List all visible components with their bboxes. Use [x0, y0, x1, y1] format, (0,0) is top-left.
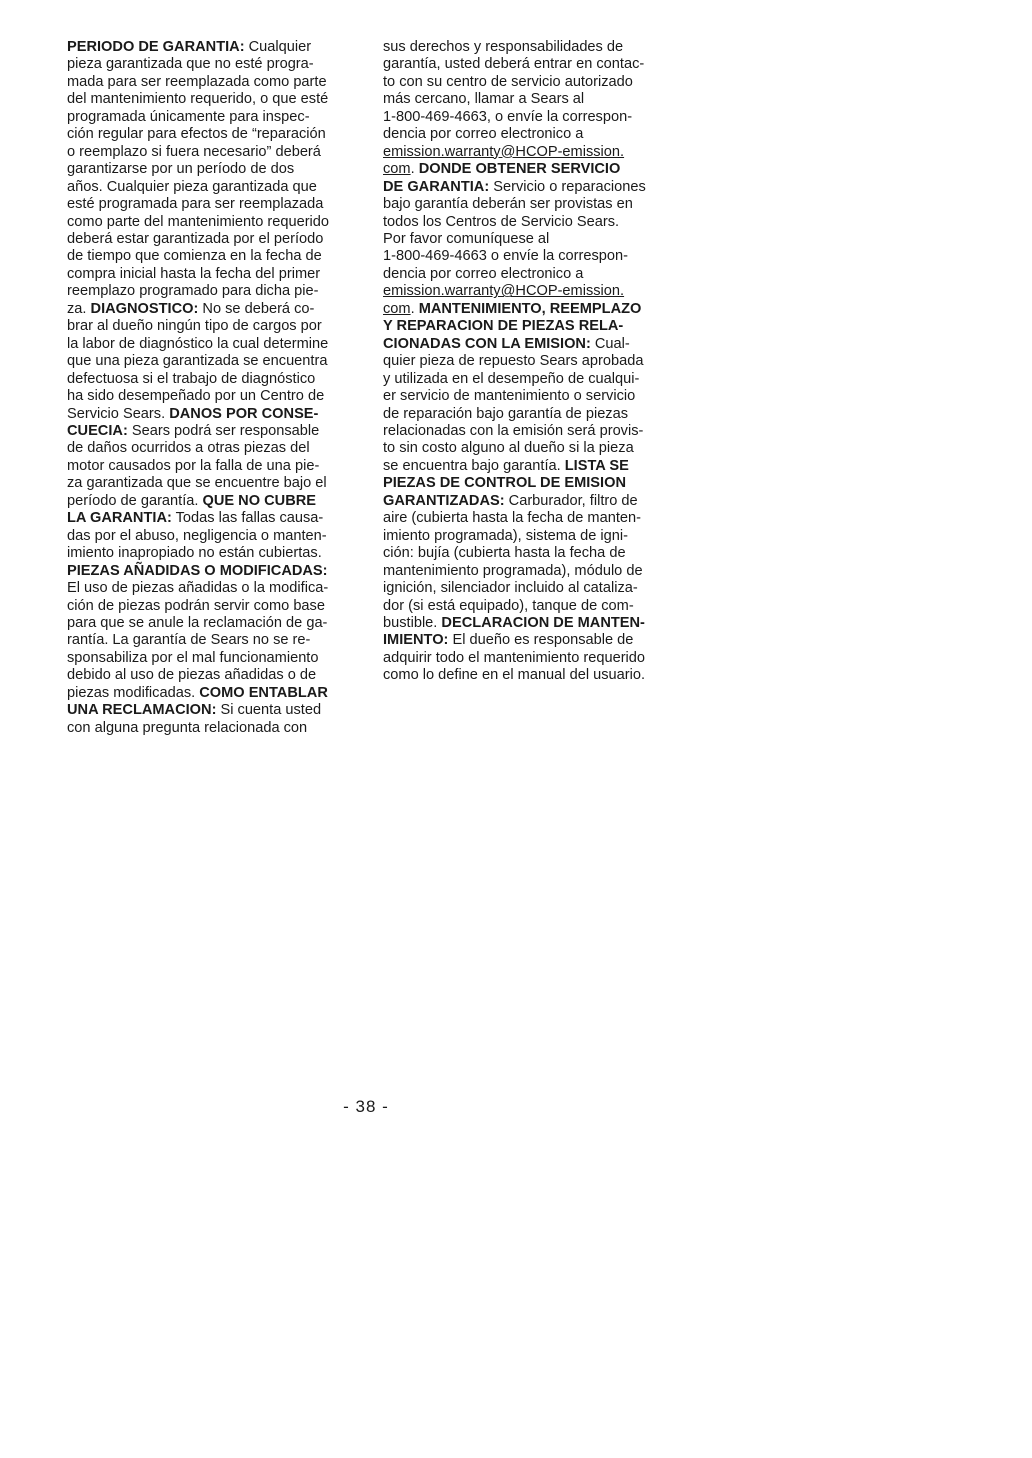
text-line	[383, 598, 683, 615]
text-line	[383, 56, 683, 73]
text-line	[383, 231, 683, 248]
body-text: esté programada para ser reemplazada	[67, 196, 324, 213]
body-text: más cercano, llamar a Sears al	[383, 91, 585, 108]
body-text: años. Cualquier pieza garantizada que	[67, 178, 317, 195]
text-line	[67, 248, 367, 265]
body-text: garantizarse por un período de dos	[67, 161, 295, 178]
text-line	[383, 545, 683, 562]
body-text: pieza garantizada que no esté progra-	[67, 56, 314, 73]
email-link[interactable]: emission.warranty@HCOP-emission.	[383, 143, 625, 160]
body-text: quier pieza de repuesto Sears aprobada	[383, 353, 644, 370]
body-text: relacionadas con la emisión será provis-	[383, 422, 644, 439]
section-heading: PERIODO DE GARANTIA:	[67, 39, 245, 55]
body-text: El uso de piezas añadidas o la modifica-	[67, 580, 329, 597]
body-text: adquirir todo el mantenimiento requerido	[383, 649, 646, 666]
text-line	[383, 74, 683, 91]
body-text: para que se anule la reclamación de ga-	[67, 614, 328, 631]
text-line	[383, 283, 683, 300]
text-line	[67, 214, 367, 231]
text-line	[383, 475, 683, 492]
body-text: 1-800-469-4663 o envíe la correspon-	[383, 248, 629, 265]
text-line	[67, 510, 367, 527]
body-text: Cual-	[590, 335, 630, 352]
body-text: imiento programada), sistema de igni-	[383, 527, 628, 544]
section-heading: GARANTIZADAS:	[383, 492, 505, 509]
body-text: za.	[67, 300, 91, 317]
body-text: Sears podrá ser responsable	[127, 422, 320, 439]
body-text: 1-800-469-4663, o envíe la correspon-	[383, 108, 633, 125]
body-text: se encuentra bajo garantía.	[383, 457, 565, 474]
text-line	[383, 510, 683, 527]
section-heading: DIAGNOSTICO:	[90, 300, 199, 317]
section-heading: MANTENIMIENTO, REEMPLAZO	[418, 300, 642, 317]
body-text: bustible.	[383, 614, 442, 631]
body-text: bajo garantía deberán ser provistas en	[383, 196, 633, 213]
text-line	[67, 632, 367, 649]
body-text: ignición, silenciador incluido al cataliza-	[383, 580, 638, 597]
body-text: dencia por correo electronico a	[383, 126, 584, 143]
body-text: imiento inapropiado no están cubiertas.	[67, 545, 322, 562]
text-line	[383, 632, 683, 649]
text-line	[383, 563, 683, 580]
text-line	[383, 126, 683, 143]
body-text: con alguna pregunta relacionada con	[67, 719, 308, 736]
text-line	[67, 388, 367, 405]
text-line	[67, 702, 367, 719]
text-line	[383, 440, 683, 457]
text-line	[67, 423, 367, 440]
text-line	[67, 528, 367, 545]
section-heading: DE GARANTIA:	[383, 178, 490, 195]
body-text: deberá estar garantizada por el período	[67, 230, 324, 247]
section-heading: COMO ENTABLAR	[199, 684, 328, 701]
text-line	[383, 91, 683, 108]
text-line	[67, 475, 367, 492]
text-line	[67, 231, 367, 248]
text-line	[67, 667, 367, 684]
text-line	[67, 56, 367, 73]
section-heading: DECLARACION DE MANTEN-	[441, 614, 645, 631]
body-text: Carburador, filtro de	[504, 492, 638, 509]
email-link[interactable]: com	[383, 300, 411, 317]
text-line	[67, 458, 367, 475]
text-line	[383, 615, 683, 632]
body-text: programada únicamente para inspec-	[67, 108, 310, 125]
body-text: to sin costo alguno al dueño si la pieza	[383, 440, 634, 457]
text-line	[383, 371, 683, 388]
body-text: dor (si está equipado), tanque de com-	[383, 597, 634, 614]
text-line	[67, 126, 367, 143]
text-line	[383, 353, 683, 370]
text-line	[67, 336, 367, 353]
body-text: sponsabiliza por el mal funcionamiento	[67, 649, 319, 666]
text-line	[383, 580, 683, 597]
text-line	[67, 720, 367, 737]
body-text: período de garantía.	[67, 492, 203, 509]
section-heading: PIEZAS AÑADIDAS O MODIFICADAS:	[67, 562, 328, 579]
page-number: - 38 -	[343, 1097, 389, 1116]
body-text: Cualquier	[244, 39, 312, 55]
body-text: mada para ser reemplazada como parte	[67, 73, 327, 90]
body-text: del mantenimiento requerido, o que esté	[67, 91, 329, 108]
text-line	[67, 283, 367, 300]
text-line	[383, 458, 683, 475]
text-line	[383, 667, 683, 684]
email-link[interactable]: emission.warranty@HCOP-emission.	[383, 283, 625, 300]
text-line	[383, 248, 683, 265]
text-line	[383, 214, 683, 231]
body-text: .	[410, 300, 419, 317]
body-text: como lo define en el manual del usuario.	[383, 667, 646, 684]
body-text: debido al uso de piezas añadidas o de	[67, 667, 317, 684]
text-line	[383, 528, 683, 545]
body-text: das por el abuso, negligencia o manten-	[67, 527, 327, 544]
text-line	[67, 318, 367, 335]
section-heading: Y REPARACION DE PIEZAS RELA-	[383, 318, 624, 335]
body-text: motor causados por la falla de una pie-	[67, 457, 320, 474]
text-line	[67, 440, 367, 457]
text-line	[383, 161, 683, 178]
email-link[interactable]: com	[383, 161, 411, 178]
body-text: za garantizada que se encuentre bajo el	[67, 475, 327, 492]
body-text: aire (cubierta hasta la fecha de manten-	[383, 510, 641, 527]
body-text: mantenimiento programada), módulo de	[383, 562, 643, 579]
text-line	[67, 598, 367, 615]
body-text: Por favor comuníquese al	[383, 230, 550, 247]
text-line	[67, 196, 367, 213]
body-text: ción de piezas podrán servir como base	[67, 597, 325, 614]
body-text: ha sido desempeñado por un Centro de	[67, 388, 325, 405]
section-heading: DANOS POR CONSE-	[169, 405, 319, 422]
section-heading: PIEZAS DE CONTROL DE EMISION	[383, 475, 626, 492]
text-line	[383, 39, 683, 56]
body-text: y utilizada en el desempeño de cualqui-	[383, 370, 640, 387]
section-heading: LISTA SE	[564, 457, 629, 474]
section-heading: QUE NO CUBRE	[202, 492, 317, 509]
text-line	[67, 301, 367, 318]
text-line	[67, 39, 367, 56]
body-text: que una pieza garantizada se encuentra	[67, 353, 328, 370]
body-text: de daños ocurridos a otras piezas del	[67, 440, 310, 457]
body-text: ción: bujía (cubierta hasta la fecha de	[383, 545, 626, 562]
body-text: la labor de diagnóstico la cual determine	[67, 335, 329, 352]
body-text: todos los Centros de Servicio Sears.	[383, 213, 620, 230]
text-line	[383, 196, 683, 213]
text-line	[383, 318, 683, 335]
text-line	[67, 563, 367, 580]
body-text: er servicio de mantenimiento o servicio	[383, 388, 636, 405]
body-text: o reemplazo si fuera necesario” deberá	[67, 143, 321, 160]
text-line	[383, 266, 683, 283]
body-text: Todas las fallas causa-	[171, 510, 324, 527]
text-line	[383, 109, 683, 126]
section-heading: IMIENTO:	[383, 632, 449, 649]
body-text: dencia por correo electronico a	[383, 265, 584, 282]
body-text: ción regular para efectos de “reparación	[67, 126, 326, 143]
text-line	[67, 74, 367, 91]
body-text: to con su centro de servicio autorizado	[383, 73, 633, 90]
text-line	[67, 650, 367, 667]
text-line	[67, 109, 367, 126]
text-line	[383, 144, 683, 161]
text-line	[67, 179, 367, 196]
text-line	[67, 615, 367, 632]
text-line	[383, 423, 683, 440]
text-line	[67, 685, 367, 702]
body-text: .	[410, 161, 419, 178]
text-line	[67, 406, 367, 423]
text-line	[383, 388, 683, 405]
text-line	[67, 371, 367, 388]
section-heading: UNA RECLAMACION:	[67, 702, 217, 719]
left-text-column	[67, 39, 367, 737]
text-line	[67, 493, 367, 510]
body-text: brar al dueño ningún tipo de cargos por	[67, 318, 322, 335]
body-text: sus derechos y responsabilidades de	[383, 39, 624, 55]
text-line	[383, 493, 683, 510]
text-line	[67, 545, 367, 562]
body-text: Servicio o reparaciones	[489, 178, 646, 195]
text-line	[383, 179, 683, 196]
body-text: como parte del mantenimiento requerido	[67, 213, 330, 230]
text-line	[383, 406, 683, 423]
body-text: Si cuenta usted	[216, 702, 322, 719]
section-heading: LA GARANTIA:	[67, 510, 172, 527]
body-text: de tiempo que comienza en la fecha de	[67, 248, 322, 265]
section-heading: CIONADAS CON LA EMISION:	[383, 335, 591, 352]
body-text: rantía. La garantía de Sears no se re-	[67, 632, 311, 649]
body-text: No se deberá co-	[198, 300, 315, 317]
body-text: reemplazo programado para dicha pie-	[67, 283, 319, 300]
text-line	[67, 580, 367, 597]
body-text: garantía, usted deberá entrar en contac-	[383, 56, 645, 73]
body-text: compra inicial hasta la fecha del primer	[67, 265, 321, 282]
text-line	[67, 91, 367, 108]
text-line	[383, 336, 683, 353]
text-line	[67, 353, 367, 370]
body-text: Servicio Sears.	[67, 405, 170, 422]
text-line	[383, 650, 683, 667]
right-text-column	[383, 39, 683, 685]
body-text: piezas modificadas.	[67, 684, 200, 701]
body-text: de reparación bajo garantía de piezas	[383, 405, 629, 422]
body-text: El dueño es responsable de	[448, 632, 634, 649]
text-line	[67, 161, 367, 178]
body-text: defectuosa si el trabajo de diagnóstico	[67, 370, 316, 387]
text-line	[383, 301, 683, 318]
text-line	[67, 144, 367, 161]
section-heading: DONDE OBTENER SERVICIO	[418, 161, 621, 178]
section-heading: CUECIA:	[67, 422, 128, 439]
text-line	[67, 266, 367, 283]
